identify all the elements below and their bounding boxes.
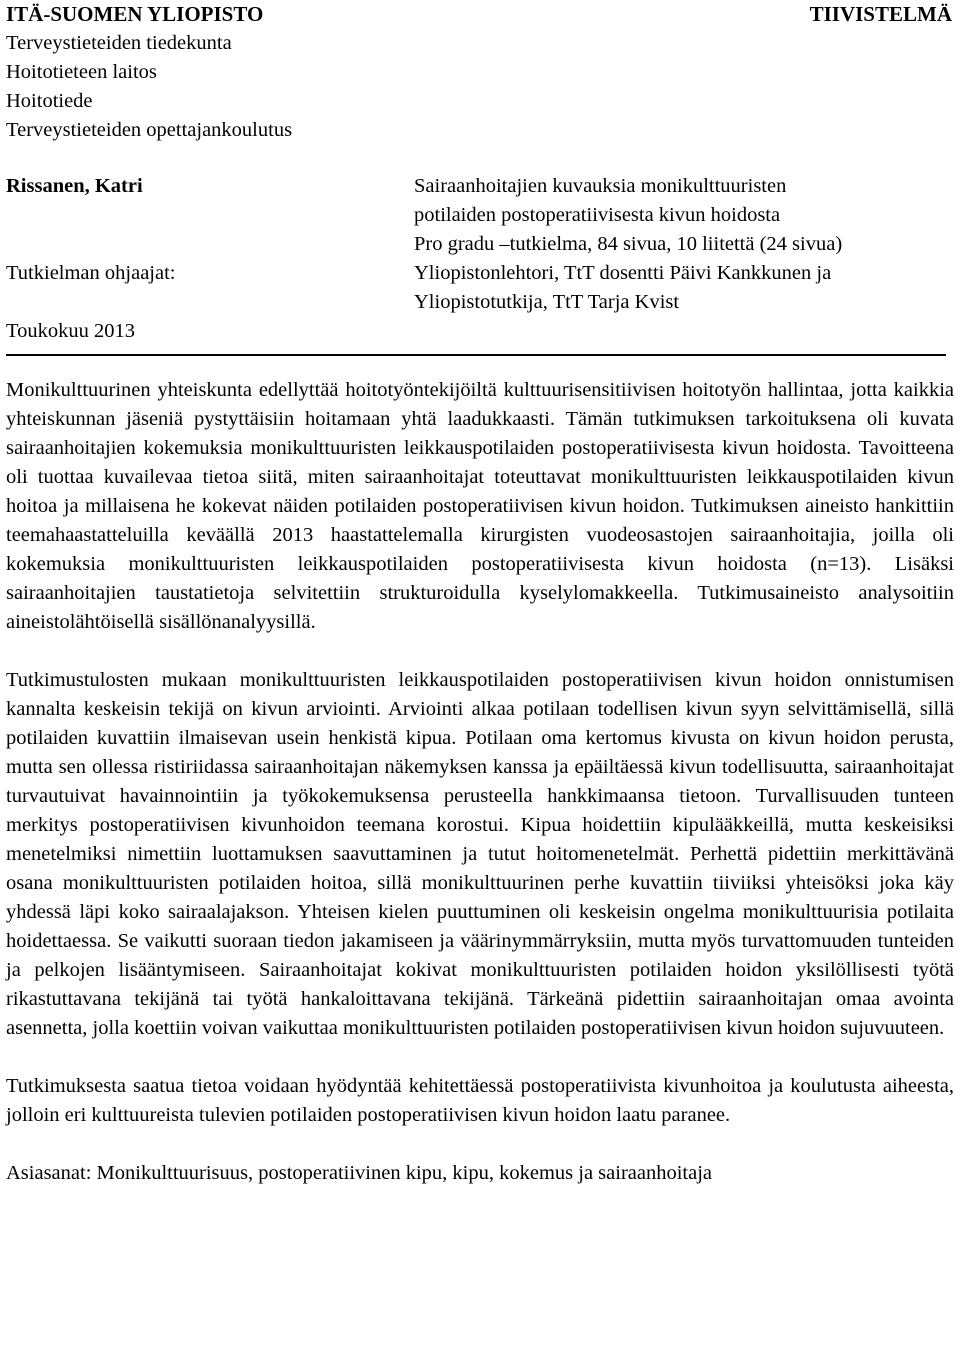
- abstract-paragraph-3: Tutkimuksesta saatua tietoa voidaan hyödyntää kehitettäessä postoperatiivista kivunhoitoa ja koulutusta aiheesta, jolloin eri kulttuureista tulevien potilaiden postoperatiivisen kivun hoidon laatu paranee.: [6, 1075, 954, 1126]
- supervisor-2: Yliopistotutkija, TtT Tarja Kvist: [414, 291, 680, 313]
- department-line: Hoitotieteen laitos: [6, 61, 157, 83]
- supervisors-label: Tutkielman ohjaajat:: [6, 262, 176, 284]
- publication-date: Toukokuu 2013: [6, 320, 135, 342]
- faculty-line: Terveystieteiden tiedekunta: [6, 32, 232, 54]
- thesis-extent: Pro gradu –tutkielma, 84 sivua, 10 liitettä (24 sivua): [414, 233, 843, 255]
- thesis-metadata: [6, 172, 952, 347]
- thesis-title-line-2: potilaiden postoperatiivisesta kivun hoidosta: [414, 204, 781, 226]
- thesis-title-line-1: Sairaanhoitajien kuvauksia monikulttuuristen: [414, 175, 787, 197]
- abstract-paragraph-1: Monikulttuurinen yhteiskunta edellyttää hoitotyöntekijöiltä kulttuurisensitiivisen hoitotyön hallintaa, jotta kaikkia yhteiskunnan jäseniä pystyttäisiin hoitamaan yhtä laadukkaasti. Tämän tutkimuksen tarkoituksena oli kuvata sairaanhoitajien kokemuksia monikulttuuristen leikkauspotilaiden postoperatiivisesta kivun hoidosta. Tavoitteena oli tuottaa kuvailevaa tietoa siitä, miten sairaanhoitajat toteuttavat monikulttuuristen leikkauspotilaiden kivun hoitoa ja millaisena he kokevat näiden potilaiden postoperatiivisen kivun hoidon. Tutkimuksen aineisto hankittiin teemahaastatteluilla keväällä 2013 haastattelemalla kirurgisten vuodeosastojen sairaanhoitajia, joilla oli kokemuksia monikulttuuristen leikkauspotilaiden postoperatiivisesta kivun hoidosta (n=13). Lisäksi sairaanhoitajien taustatietoja selvitettiin strukturoidulla kyselylomakkeella. Tutkimusaineisto analysoitiin aineistolähtöisellä sisällönanalyysillä.: [6, 379, 954, 633]
- metadata-labels: [6, 172, 406, 346]
- program-line: Terveystieteiden opettajankoulutus: [6, 119, 293, 141]
- keywords: Asiasanat: Monikulttuurisuus, postoperatiivinen kipu, kipu, kokemus ja sairaanhoitaja: [6, 1162, 712, 1184]
- abstract-paragraph-2: Tutkimustulosten mukaan monikulttuuristen leikkauspotilaiden postoperatiivisen kivun hoidon onnistumisen kannalta keskeisin tekijä on kivun arviointi. Arviointi alkaa potilaan todellisen kivun syyn selvittämisellä, sillä potilaiden kuvattiin ilmaisevan usein henkistä kipua. Potilaan oma kertomus kivusta on kivun hoidon perusta, mutta sen ollessa ristiriidassa sairaanhoitajan näkemyksen kanssa ja epäiltäessä kivun todellisuutta, sairaanhoitajat turvautuivat havainnointiin ja työkokemuksensa perusteella hankkimaansa tietoon. Turvallisuuden tunteen merkitys postoperatiivisen kivunhoidon teemana korostui. Kipua hoidettiin kipulääkkeillä, mutta keskeisiksi menetelmiksi nimettiin luottamuksen saavuttaminen ja tutut hoitomenetelmät. Perhettä pidettiin merkittävänä osana monikulttuuristen potilaiden hoitoa, sillä monikulttuurinen perhe kuvattiin tiiviiksi yhteisöksi joka käy yhdessä läpi koko sairaalajakson. Yhteisen kielen puuttuminen oli keskeisin ongelma monikulttuurisia potilaita hoidettaessa. Se vaikutti suoraan tiedon jakamiseen ja väärinymmärryksiin, mutta myös turvattomuuden tunteiden ja pelkojen lisääntymiseen. Sairaanhoitajat kokivat monikulttuuristen potilaiden hoidon yksilöllisesti työtä rikastuttavana tekijänä tai työtä hankaloittavana tekijänä. Tärkeänä pidettiin sairaanhoitajan omaa avointa asennetta, jolla koettiin voivan vaikuttaa monikulttuuristen potilaiden postoperatiivisen kivun hoidon sujuvuuteen.: [6, 669, 954, 1039]
- supervisor-1: Yliopistonlehtori, TtT dosentti Päivi Kankkunen ja: [414, 262, 832, 284]
- subject-line: Hoitotiede: [6, 90, 93, 112]
- document-header: [6, 0, 952, 145]
- metadata-values: [414, 172, 952, 317]
- author-name: Rissanen, Katri: [6, 175, 143, 197]
- university-name: ITÄ-SUOMEN YLIOPISTO: [6, 2, 264, 26]
- header-divider: [6, 354, 946, 356]
- abstract-body: [6, 376, 954, 1188]
- document-type: TIIVISTELMÄ: [809, 2, 952, 26]
